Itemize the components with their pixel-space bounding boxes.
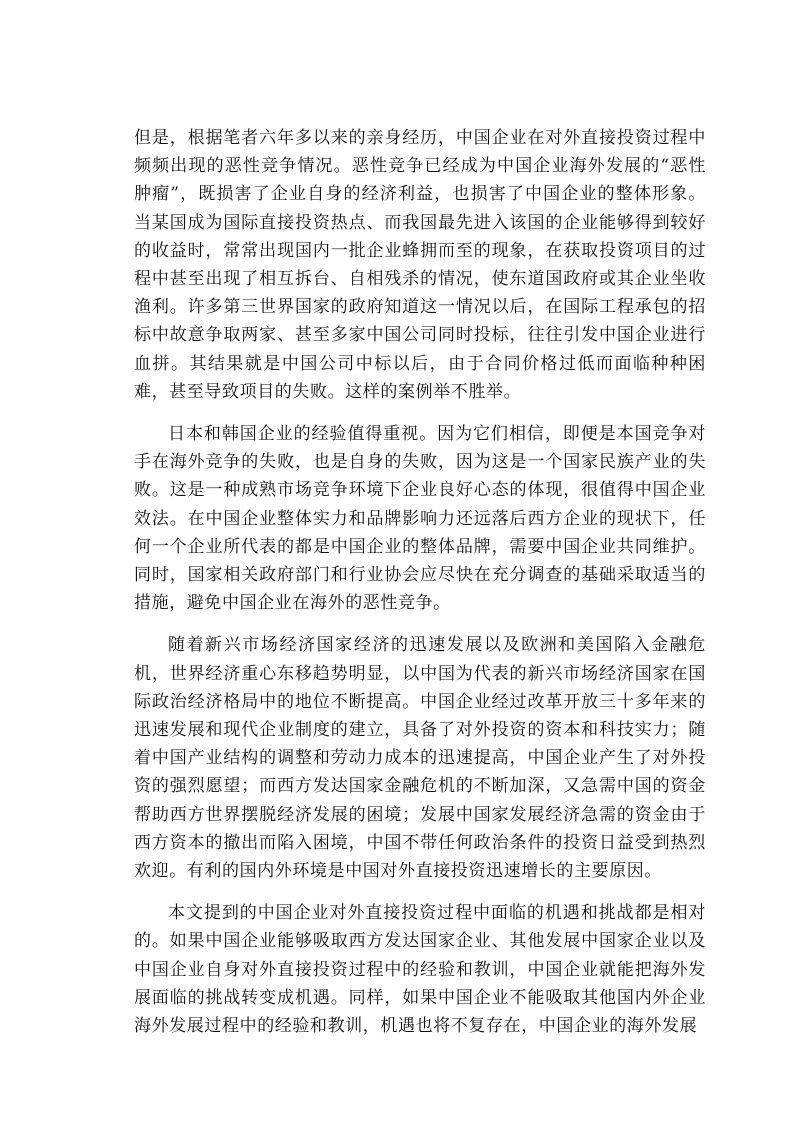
- paragraph-1: 但是，根据笔者六年多以来的亲身经历，中国企业在对外直接投资过程中频频出现的恶性竞争情况。恶性竞争已经成为中国企业海外发展的“恶性肿瘤”，既损害了企业自身的经济利益，也损害了中国企业的整体形象。当某国成为国际直接投资热点、而我国最先进入该国的企业能够得到较好的收益时，常常出现国内一批企业蜂拥而至的现象，在获取投资项目的过程中甚至出现了相互拆台、自相残杀的情况，使东道国政府或其企业坐收渔利。许多第三世界国家的政府知道这一情况以后，在国际工程承包的招标中故意争取两家、甚至多家中国公司同时投标，往往引发中国企业进行血拼。其结果就是中国公司中标以后，由于合同价格过低而面临种种困难，甚至导致项目的失败。这样的案例举不胜举。: [134, 128, 706, 402]
- paragraph-4: 本文提到的中国企业对外直接投资过程中面临的机遇和挑战都是相对的。如果中国企业能够吸取西方发达国家企业、其他发展中国家企业以及中国企业自身对外直接投资过程中的经验和教训，中国企业就能把海外发展面临的挑战转变成机遇。同样，如果中国企业不能吸取其他国内外企业海外发展过程中的经验和教训，机遇也将不复存在，中国企业的海外发展: [134, 903, 706, 1037]
- document-body: [134, 124, 706, 1054]
- paragraph-2: 日本和韩国企业的经验值得重视。因为它们相信，即便是本国竞争对手在海外竞争的失败，也是自身的失败，因为这是一个国家民族产业的失败。这是一种成熟市场竞争环境下企业良好心态的体现，很值得中国企业效法。在中国企业整体实力和品牌影响力还远落后西方企业的现状下，任何一个企业所代表的都是中国企业的整体品牌，需要中国企业共同维护。同时，国家相关政府部门和行业协会应尽快在充分调查的基础采取适当的措施，避免中国企业在海外的恶性竞争。: [134, 424, 706, 614]
- paragraph-3: 随着新兴市场经济国家经济的迅速发展以及欧洲和美国陷入金融危机，世界经济重心东移趋势明显，以中国为代表的新兴市场经济国家在国际政治经济格局中的地位不断提高。中国企业经过改革开放三十多年来的迅速发展和现代企业制度的建立，具备了对外投资的资本和科技实力；随着中国产业结构的调整和劳动力成本的迅速提高，中国企业产生了对外投资的强烈愿望；而西方发达国家金融危机的不断加深，又急需中国的资金帮助西方世界摆脱经济发展的困境；发展中国家发展经济急需的资金由于西方资本的撤出而陷入困境，中国不带任何政治条件的投资日益受到热烈欢迎。有利的国内外环境是中国对外直接投资迅速增长的主要原因。: [134, 635, 706, 882]
